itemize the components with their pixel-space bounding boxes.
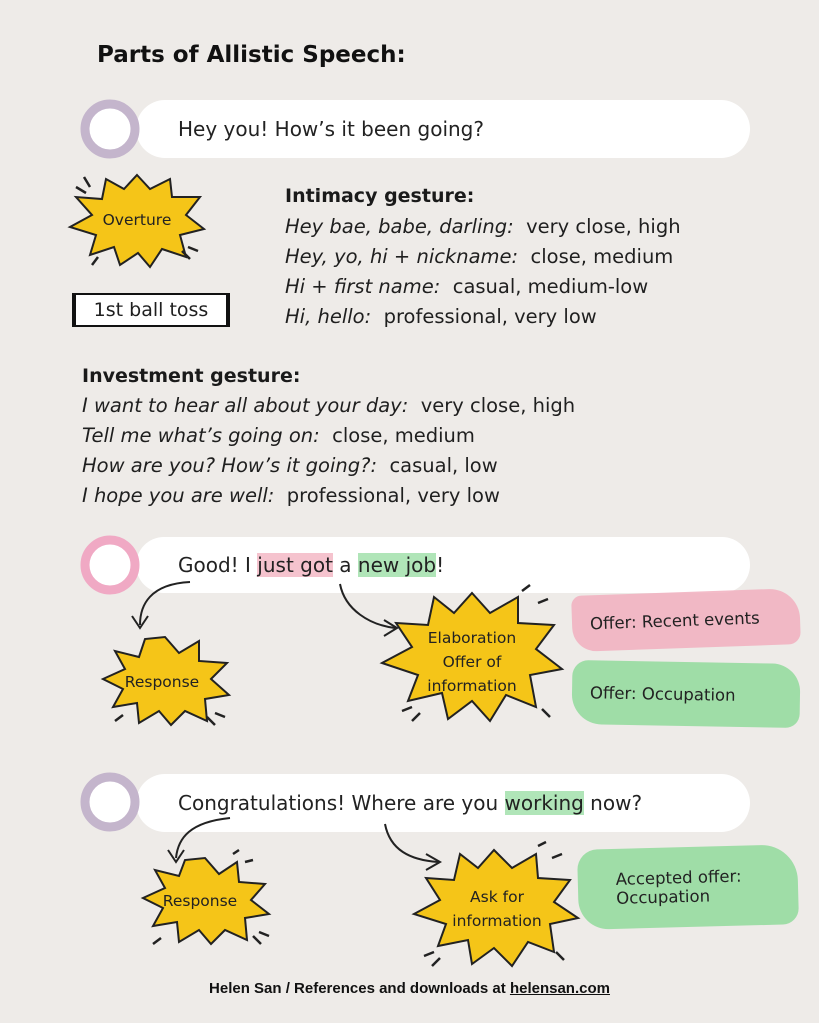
investment-meaning: casual, low bbox=[389, 454, 498, 477]
intimacy-example: Hi + first name: bbox=[285, 275, 441, 298]
intimacy-meaning: very close, high bbox=[526, 215, 681, 238]
avatar-circle-icon-3 bbox=[78, 769, 158, 835]
speech-bubble-1 bbox=[136, 100, 750, 158]
highlight-working: working bbox=[504, 791, 584, 815]
investment-meaning: professional, very low bbox=[286, 484, 500, 507]
avatar-circle-icon-1 bbox=[78, 96, 158, 162]
highlight-new-job: new job bbox=[357, 553, 437, 577]
offer-occupation bbox=[571, 660, 800, 728]
overture-label: Overture bbox=[102, 211, 172, 229]
speech-bubble-2-text: Good! I just got a new job! bbox=[178, 553, 445, 577]
highlight-just-got: just got bbox=[257, 553, 333, 577]
ask-line: Ask for bbox=[470, 888, 524, 906]
accepted-offer bbox=[577, 844, 799, 930]
intimacy-meaning: professional, very low bbox=[383, 305, 597, 328]
elaboration-line: information bbox=[427, 677, 517, 695]
investment-line bbox=[82, 421, 575, 451]
elaboration-label bbox=[412, 625, 532, 699]
elaboration-line: Offer of bbox=[442, 653, 502, 671]
response-label-1: Response bbox=[124, 673, 200, 691]
investment-line bbox=[82, 451, 575, 481]
elaboration-line: Elaboration bbox=[427, 629, 517, 647]
investment-list bbox=[82, 391, 575, 511]
investment-meaning: close, medium bbox=[332, 424, 475, 447]
speech-bubble-3-text: Congratulations! Where are you working now? bbox=[178, 791, 643, 815]
investment-heading: Investment gesture: bbox=[82, 365, 301, 387]
response-label-2: Response bbox=[162, 892, 238, 910]
page-title: Parts of Allistic Speech: bbox=[97, 42, 406, 68]
investment-line bbox=[82, 391, 575, 421]
speech-bubble-1-text: Hey you! How’s it been going? bbox=[178, 117, 484, 141]
intimacy-heading: Intimacy gesture: bbox=[285, 185, 475, 207]
intimacy-meaning: casual, medium-low bbox=[452, 275, 649, 298]
investment-example: How are you? How’s it going?: bbox=[82, 454, 378, 477]
investment-line bbox=[82, 481, 575, 511]
footer bbox=[0, 980, 819, 997]
intimacy-line bbox=[285, 272, 681, 302]
ask-line: information bbox=[452, 912, 542, 930]
offer-occupation-text: Offer: Occupation bbox=[589, 682, 736, 705]
accepted-offer-line: Occupation bbox=[616, 886, 711, 908]
footer-text: Helen San / References and downloads at bbox=[209, 980, 510, 997]
ask-label bbox=[437, 883, 557, 935]
accepted-offer-line: Accepted offer: bbox=[615, 866, 742, 889]
offer-recent-events-text: Offer: Recent events bbox=[589, 607, 760, 633]
investment-example: I hope you are well: bbox=[82, 484, 275, 507]
footer-link[interactable]: helensan.com bbox=[509, 980, 610, 997]
intimacy-example: Hey bae, babe, darling: bbox=[285, 215, 514, 238]
offer-recent-events bbox=[571, 588, 801, 652]
ball-toss-tag: 1st ball toss bbox=[72, 293, 230, 327]
investment-example: I want to hear all about your day: bbox=[82, 394, 409, 417]
intimacy-meaning: close, medium bbox=[530, 245, 674, 268]
intimacy-example: Hey, yo, hi + nickname: bbox=[285, 245, 519, 268]
intimacy-line bbox=[285, 242, 681, 272]
investment-example: Tell me what’s going on: bbox=[82, 424, 320, 447]
intimacy-list bbox=[285, 212, 681, 332]
investment-meaning: very close, high bbox=[420, 394, 576, 417]
intimacy-example: Hi, hello: bbox=[285, 305, 372, 328]
intimacy-line bbox=[285, 212, 681, 242]
intimacy-line bbox=[285, 302, 681, 332]
